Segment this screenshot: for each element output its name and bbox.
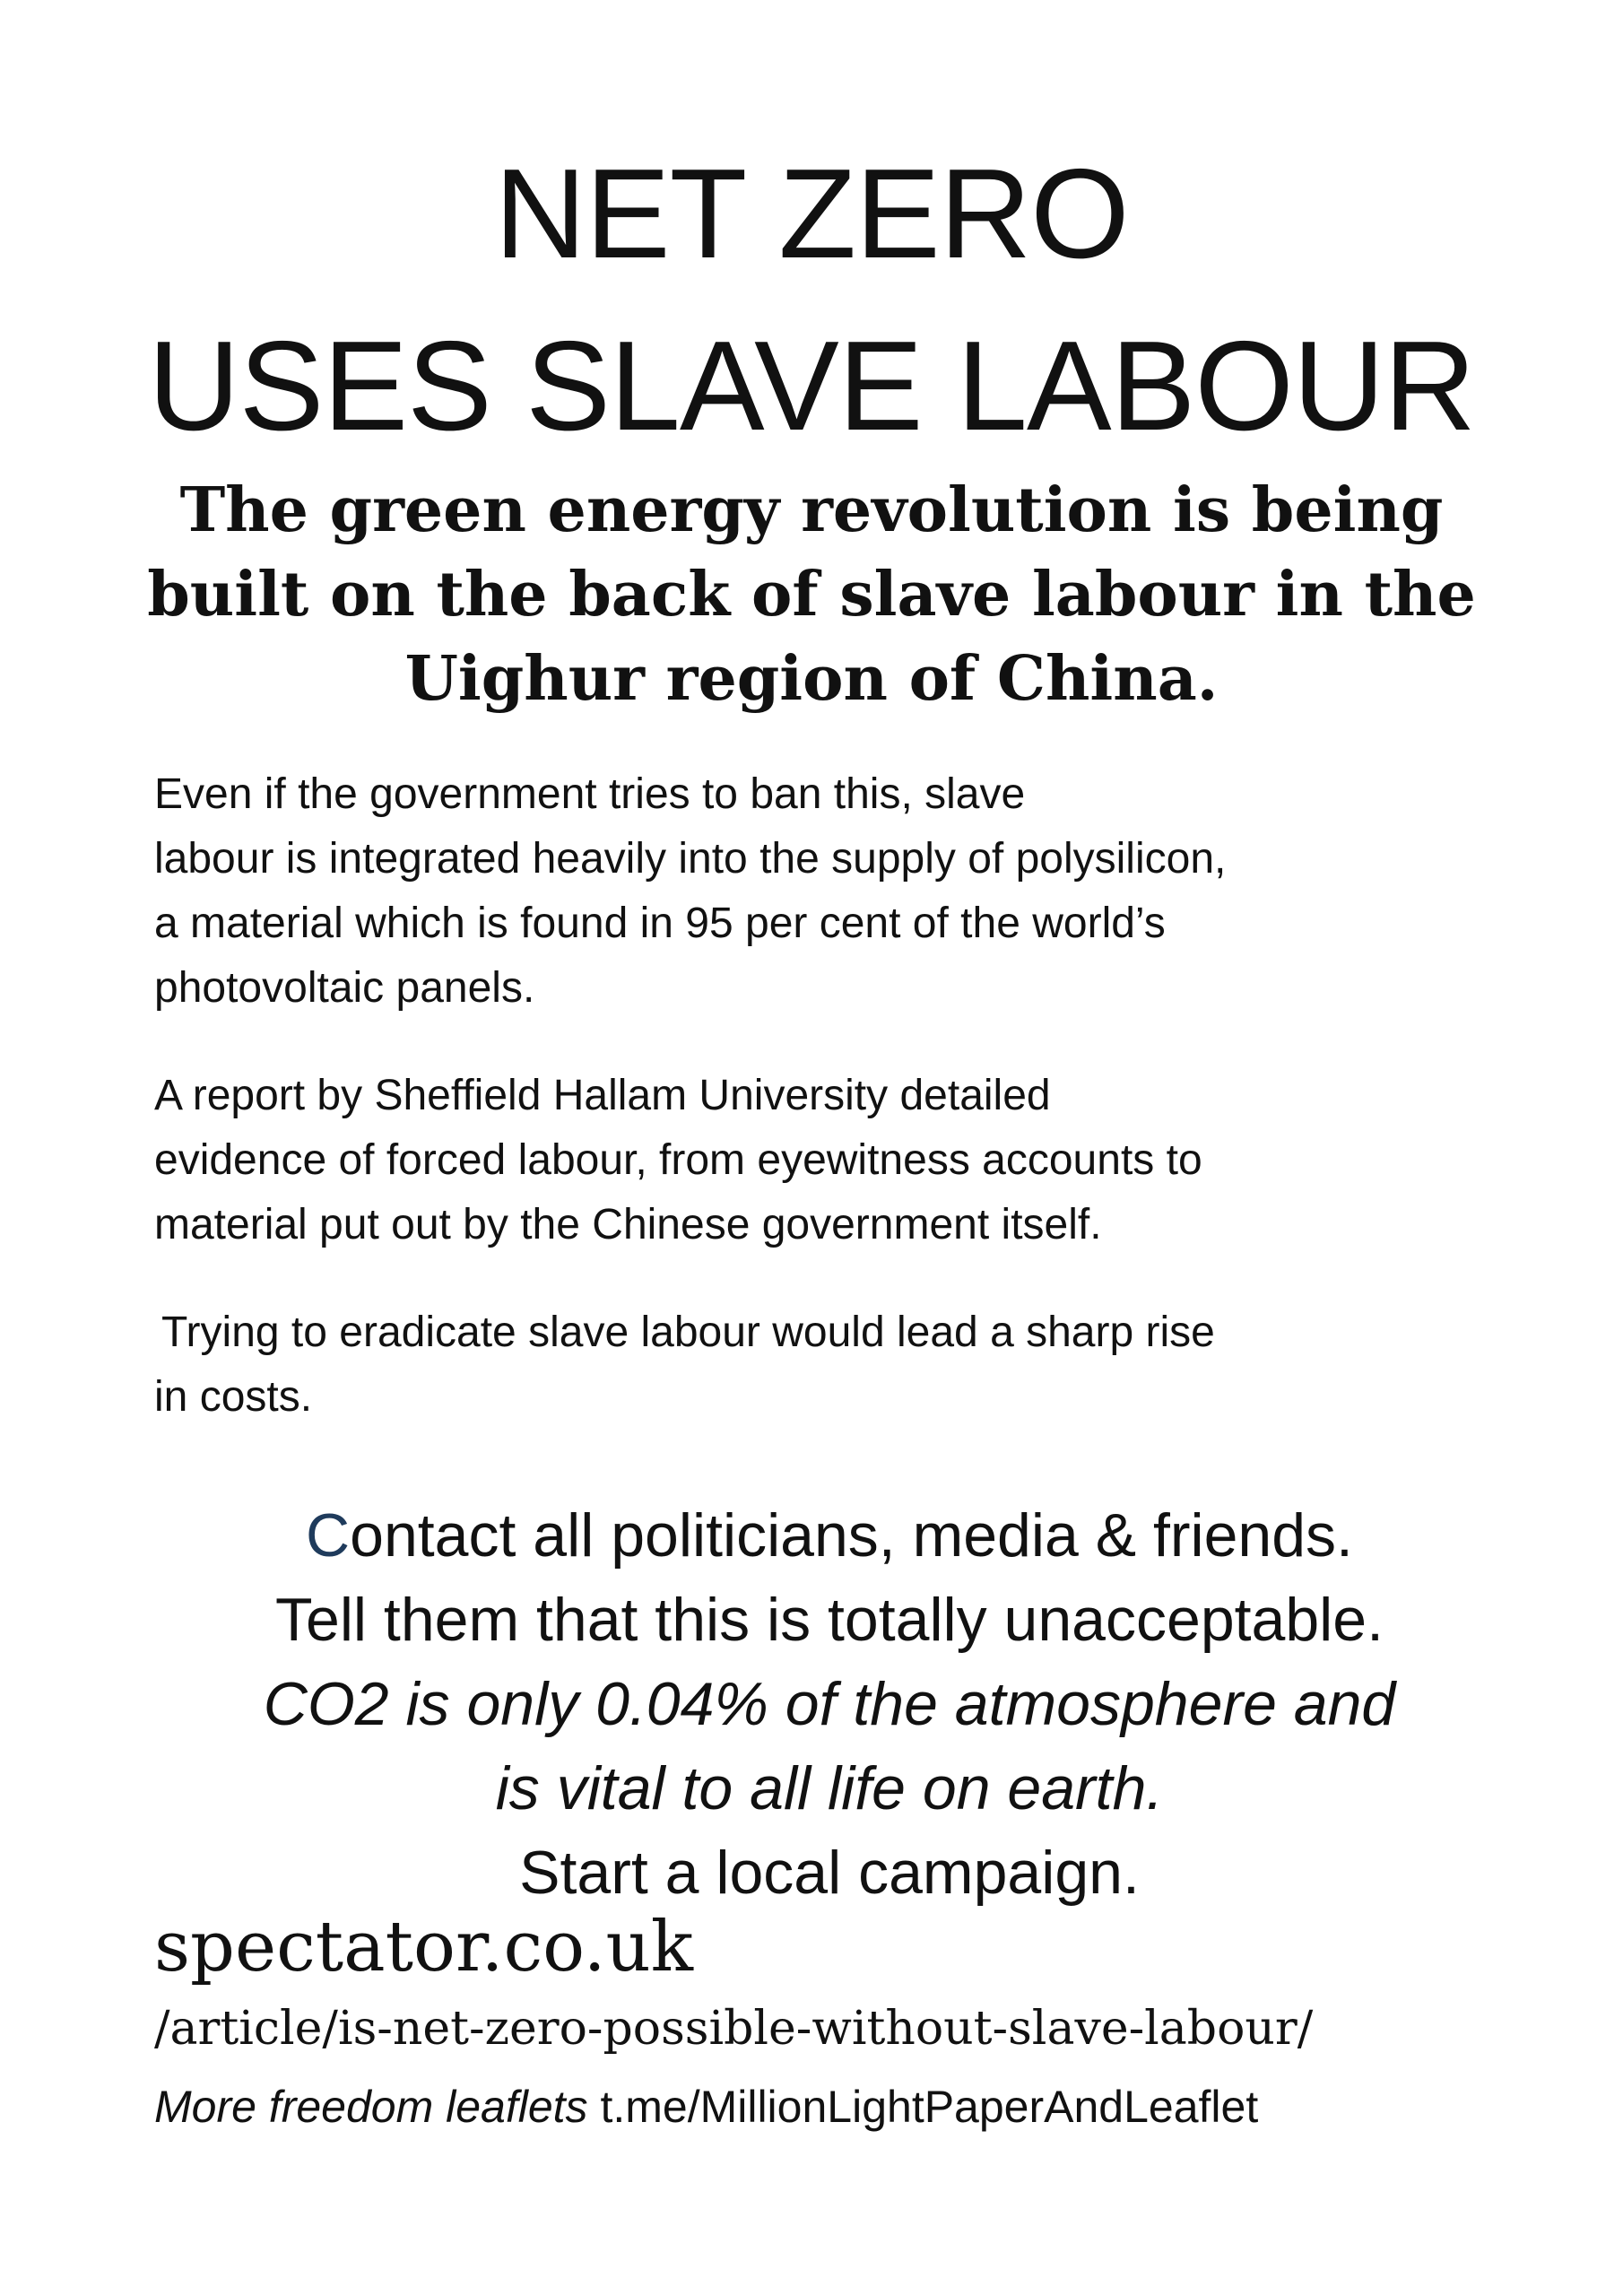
subtitle-line: Uighur region of China. bbox=[404, 643, 1219, 715]
paragraph-costs bbox=[154, 1300, 1517, 1430]
headline-line-1: NET ZERO bbox=[494, 143, 1129, 285]
paragraph-polysilicon bbox=[154, 762, 1517, 1021]
cta-line-contact bbox=[0, 1493, 1623, 1578]
paragraph-report bbox=[154, 1064, 1517, 1257]
subtitle bbox=[0, 468, 1623, 721]
source-path: /article/is-net-zero-possible-without-slave-labour/ bbox=[154, 2002, 1314, 2056]
more-leaflets-label: More freedom leaflets bbox=[154, 2082, 588, 2132]
paragraph-line: photovoltaic panels. bbox=[154, 964, 535, 1012]
cta-line-campaign: Start a local campaign. bbox=[519, 1839, 1140, 1907]
paragraph-line: in costs. bbox=[154, 1373, 313, 1421]
paragraph-line: labour is integrated heavily into the supply of polysilicon, bbox=[154, 835, 1227, 883]
more-leaflets bbox=[154, 2082, 1259, 2132]
paragraph-line: Trying to eradicate slave labour would lead a sharp rise bbox=[161, 1309, 1215, 1356]
cta-line-contact-rest: ontact all politicians, media & friends. bbox=[350, 1501, 1353, 1570]
source-domain: spectator.co.uk bbox=[154, 1907, 694, 1987]
subtitle-line: The green energy revolution is being bbox=[179, 474, 1444, 546]
cta-line-tell: Tell them that this is totally unacceptable. bbox=[275, 1586, 1384, 1654]
cta-line-vital: is vital to all life on earth. bbox=[495, 1754, 1164, 1822]
paragraph-line: material put out by the Chinese government itself. bbox=[154, 1201, 1102, 1248]
headline-line-2: USES SLAVE LABOUR bbox=[148, 315, 1475, 457]
call-to-action bbox=[0, 1493, 1623, 1915]
paragraph-line: evidence of forced labour, from eyewitness accounts to bbox=[154, 1136, 1202, 1184]
paragraph-line: Even if the government tries to ban this, slave bbox=[154, 770, 1026, 818]
paragraph-line: A report by Sheffield Hallam University detailed bbox=[154, 1072, 1051, 1119]
telegram-link: t.me/MillionLightPaperAndLeaflet bbox=[600, 2082, 1259, 2132]
subtitle-line: built on the back of slave labour in the bbox=[147, 559, 1476, 631]
cta-line-co2: CO2 is only 0.04% of the atmosphere and bbox=[263, 1670, 1396, 1738]
cta-accent-letter: C bbox=[306, 1501, 351, 1570]
paragraph-line: a material which is found in 95 per cent of the world’s bbox=[154, 900, 1166, 947]
